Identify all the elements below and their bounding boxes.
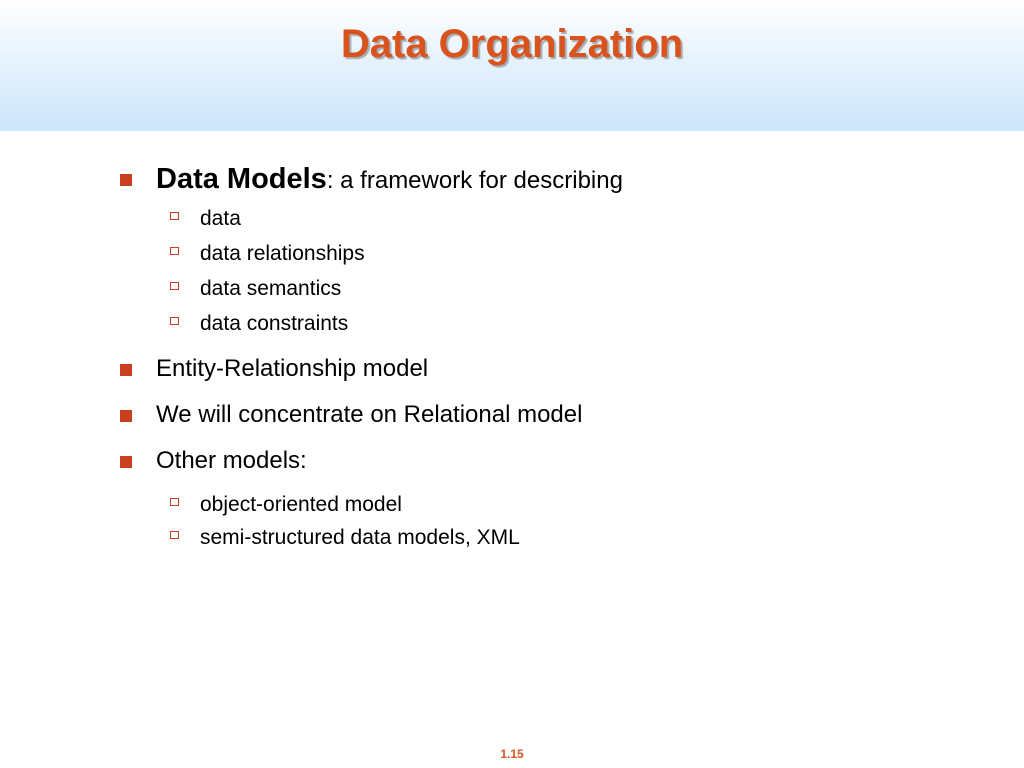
sub-bullet-square-icon [170, 282, 179, 290]
bullet-square-icon [120, 410, 132, 422]
bullet-description: : a framework for describing [326, 167, 623, 194]
bullet-text: Other models: [156, 447, 307, 474]
bullet-term: Data Models [156, 163, 327, 195]
sub-bullet-text: data relationships [200, 242, 365, 265]
sub-bullet-square-icon [170, 531, 179, 539]
bullet-text: We will concentrate on Relational model [156, 401, 583, 428]
sub-bullet-text: data semantics [200, 277, 342, 300]
slide-number: 1.15 [500, 747, 524, 761]
bullet-square-icon [120, 364, 132, 376]
bullet-text: Entity-Relationship model [156, 355, 429, 382]
bullet-square-icon [120, 174, 132, 186]
sub-bullet-square-icon [170, 212, 179, 220]
sub-bullet-text: data constraints [200, 312, 349, 335]
sub-bullet-text: semi-structured data models, XML [200, 526, 520, 549]
sub-bullet-text: data [200, 207, 241, 230]
sub-bullet-text: object-oriented model [200, 493, 402, 516]
bullet-text [156, 164, 623, 196]
slide-title: Data Organization [340, 22, 684, 66]
sub-bullet-square-icon [170, 317, 179, 325]
bullet-square-icon [120, 456, 132, 468]
sub-bullet-square-icon [170, 247, 179, 255]
sub-bullet-square-icon [170, 498, 179, 506]
